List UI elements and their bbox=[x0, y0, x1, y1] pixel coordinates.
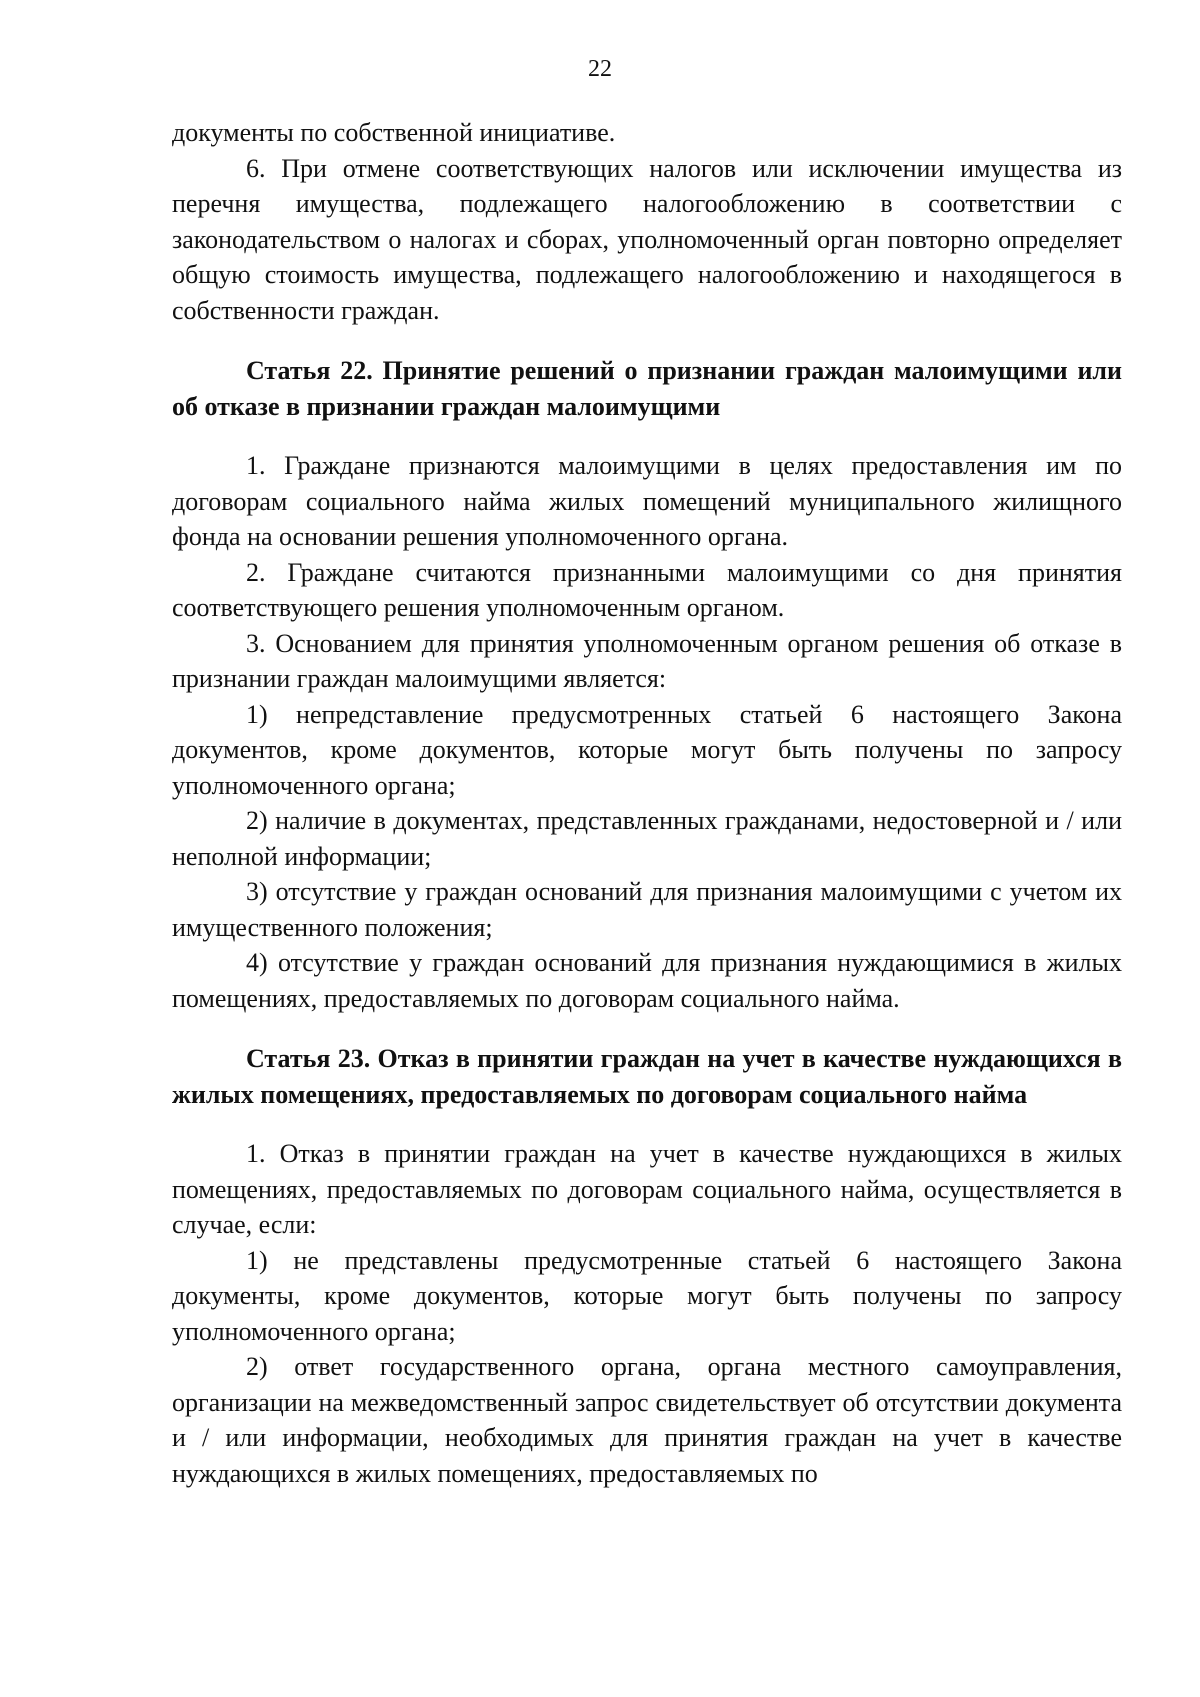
document-body bbox=[172, 115, 1122, 1491]
article-22-paragraph-3: 3. Основанием для принятия уполномоченным органом решения об отказе в признании граждан малоимущими является: bbox=[172, 628, 1122, 693]
article-22-heading: Статья 22. Принятие решений о признании граждан малоимущими или об отказе в признании граждан малоимущими bbox=[172, 356, 1122, 421]
article-23-subitem-1: 1) не представлены предусмотренные статьей 6 настоящего Закона документы, кроме документов, которые могут быть получены по запросу уполномоченного органа; bbox=[172, 1245, 1122, 1346]
article-22-subitem-1: 1) непредставление предусмотренных статьей 6 настоящего Закона документов, кроме документов, которые могут быть получены по запросу уполномоченного органа; bbox=[172, 699, 1122, 800]
article-22-subitem-3: 3) отсутствие у граждан оснований для признания малоимущими с учетом их имущественного положения; bbox=[172, 877, 1122, 942]
article-22-paragraph-2: 2. Граждане считаются признанными малоимущими со дня принятия соответствующего решения уполномоченным органом. bbox=[172, 557, 1122, 622]
article-23-heading: Статья 23. Отказ в принятии граждан на учет в качестве нуждающихся в жилых помещениях, предоставляемых по договорам социального найма bbox=[172, 1044, 1122, 1109]
article-23-paragraph-1: 1. Отказ в принятии граждан на учет в качестве нуждающихся в жилых помещениях, предоставляемых по договорам социального найма, осуществляется в случае, если: bbox=[172, 1139, 1122, 1239]
article-22-paragraph-1: 1. Граждане признаются малоимущими в целях предоставления им по договорам социального найма жилых помещений муниципального жилищного фонда на основании решения уполномоченного органа. bbox=[172, 451, 1122, 551]
article-22-subitem-2: 2) наличие в документах, представленных гражданами, недостоверной и / или неполной информации; bbox=[172, 806, 1122, 871]
paragraph-item-6: 6. При отмене соответствующих налогов или исключении имущества из перечня имущества, подлежащего налогообложению в соответствии с законодательством о налогах и сборах, уполномоченный орган повторно определяет общую стоимость имущества, подлежащего налогообложению и находящегося в собственности граждан. bbox=[172, 153, 1122, 325]
page-number: 22 bbox=[588, 56, 612, 82]
article-22-subitem-4: 4) отсутствие у граждан оснований для признания нуждающимися в жилых помещениях, предоставляемых по договорам социального найма. bbox=[172, 948, 1122, 1013]
article-23-subitem-2: 2) ответ государственного органа, органа местного самоуправления, организации на межведомственный запрос свидетельствует об отсутствии документа и / или информации, необходимых для принятия граждан на учет в качестве нуждающихся в жилых помещениях, предоставляемых по bbox=[172, 1352, 1122, 1488]
paragraph-continuation: документы по собственной инициативе. bbox=[172, 118, 616, 147]
